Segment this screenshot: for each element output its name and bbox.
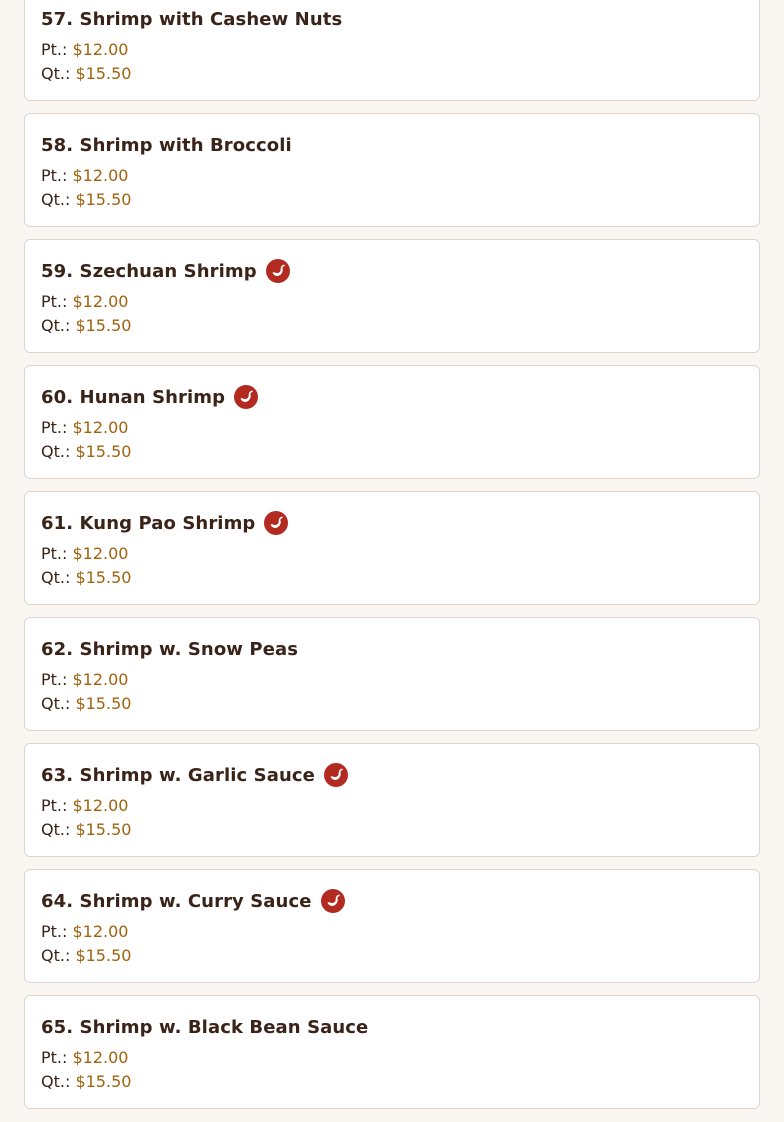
menu-item-card[interactable]: [24, 239, 760, 353]
menu-item-title: 63. Shrimp w. Garlic Sauce: [41, 764, 315, 786]
menu-item-title-row: [41, 884, 743, 918]
pint-price: $12.00: [72, 292, 129, 311]
menu-item-title: 65. Shrimp w. Black Bean Sauce: [41, 1016, 369, 1038]
menu-item-card[interactable]: [24, 995, 760, 1109]
quart-label: Qt.:: [41, 820, 71, 839]
quart-label: Qt.:: [41, 442, 71, 461]
quart-price: $15.50: [75, 1072, 132, 1091]
pint-price: $12.00: [72, 40, 129, 59]
pint-price: $12.00: [72, 166, 129, 185]
quart-price-row: [41, 1070, 743, 1094]
pint-price-row: [41, 290, 743, 314]
chili-pepper-icon: [234, 385, 258, 409]
chili-pepper-icon: [266, 259, 290, 283]
quart-price: $15.50: [75, 442, 132, 461]
pint-label: Pt.:: [41, 796, 68, 815]
pint-price: $12.00: [72, 544, 129, 563]
quart-label: Qt.:: [41, 190, 71, 209]
pint-label: Pt.:: [41, 544, 68, 563]
pint-price: $12.00: [72, 418, 129, 437]
pint-price-row: [41, 920, 743, 944]
pint-label: Pt.:: [41, 40, 68, 59]
pint-price-row: [41, 1046, 743, 1070]
quart-price: $15.50: [75, 694, 132, 713]
quart-label: Qt.:: [41, 568, 71, 587]
menu-item-card[interactable]: [24, 365, 760, 479]
pint-price: $12.00: [72, 796, 129, 815]
pint-price-row: [41, 794, 743, 818]
quart-price: $15.50: [75, 190, 132, 209]
pint-label: Pt.:: [41, 922, 68, 941]
menu-item-title: 59. Szechuan Shrimp: [41, 260, 257, 282]
menu-item-title: 62. Shrimp w. Snow Peas: [41, 638, 299, 660]
quart-price-row: [41, 188, 743, 212]
quart-label: Qt.:: [41, 694, 71, 713]
pint-price: $12.00: [72, 922, 129, 941]
menu-item-title-row: [41, 128, 743, 162]
quart-price: $15.50: [75, 316, 132, 335]
quart-price: $15.50: [75, 64, 132, 83]
pint-label: Pt.:: [41, 166, 68, 185]
menu-item-list: [24, 0, 760, 1121]
quart-label: Qt.:: [41, 946, 71, 965]
menu-item-title: 58. Shrimp with Broccoli: [41, 134, 292, 156]
menu-item-title: 64. Shrimp w. Curry Sauce: [41, 890, 312, 912]
chili-pepper-icon: [264, 511, 288, 535]
quart-price-row: [41, 314, 743, 338]
pint-price-row: [41, 668, 743, 692]
menu-item-title-row: [41, 2, 743, 36]
quart-price-row: [41, 818, 743, 842]
chili-pepper-icon: [321, 889, 345, 913]
pint-price-row: [41, 542, 743, 566]
menu-item-card[interactable]: [24, 0, 760, 101]
menu-item-title-row: [41, 380, 743, 414]
quart-label: Qt.:: [41, 1072, 71, 1091]
pint-price: $12.00: [72, 1048, 129, 1067]
quart-price: $15.50: [75, 820, 132, 839]
quart-price-row: [41, 566, 743, 590]
menu-item-title-row: [41, 758, 743, 792]
menu-item-title-row: [41, 1010, 743, 1044]
pint-price-row: [41, 38, 743, 62]
pint-price: $12.00: [72, 670, 129, 689]
quart-price-row: [41, 440, 743, 464]
quart-label: Qt.:: [41, 64, 71, 83]
quart-price-row: [41, 62, 743, 86]
pint-label: Pt.:: [41, 670, 68, 689]
pint-label: Pt.:: [41, 292, 68, 311]
menu-item-card[interactable]: [24, 743, 760, 857]
menu-item-card[interactable]: [24, 491, 760, 605]
menu-item-title: 61. Kung Pao Shrimp: [41, 512, 256, 534]
quart-price: $15.50: [75, 946, 132, 965]
menu-item-card[interactable]: [24, 869, 760, 983]
menu-item-card[interactable]: [24, 113, 760, 227]
pint-price-row: [41, 416, 743, 440]
quart-price: $15.50: [75, 568, 132, 587]
quart-label: Qt.:: [41, 316, 71, 335]
menu-item-title-row: [41, 632, 743, 666]
menu-item-card[interactable]: [24, 617, 760, 731]
menu-item-title: 57. Shrimp with Cashew Nuts: [41, 8, 343, 30]
menu-item-title: 60. Hunan Shrimp: [41, 386, 226, 408]
pint-label: Pt.:: [41, 1048, 68, 1067]
quart-price-row: [41, 944, 743, 968]
quart-price-row: [41, 692, 743, 716]
menu-item-title-row: [41, 506, 743, 540]
pint-price-row: [41, 164, 743, 188]
chili-pepper-icon: [324, 763, 348, 787]
pint-label: Pt.:: [41, 418, 68, 437]
menu-item-title-row: [41, 254, 743, 288]
